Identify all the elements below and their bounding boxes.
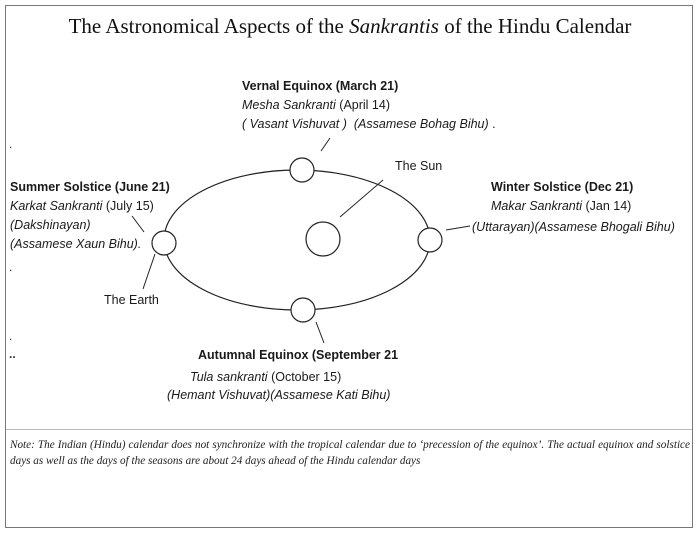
winter-label <box>491 178 633 216</box>
winter-sankranti-date: (Jan 14) <box>582 199 632 213</box>
divider <box>6 429 692 430</box>
vernal-sankranti-name: Mesha Sankranti <box>242 98 336 112</box>
footnote: Note: The Indian (Hindu) calendar does not synchronize with the tropical calendar due to ‘precession of the equinox’. The actual equinox and solstice days as well as the days of the seasons are about 24 days ahead of the Hindu calendar days <box>10 439 690 467</box>
vernal-trail: . <box>488 117 496 131</box>
autumnal-sankranti-line <box>190 368 341 387</box>
autumnal-heading: Autumnal Equinox (September 21 <box>198 348 399 362</box>
sun-pointer-line <box>340 180 383 217</box>
summer-sankranti-date: (July 15) <box>102 199 154 213</box>
summer-ayan: (Dakshinayan) <box>10 218 91 232</box>
vernal-assamese: (Assamese Bohag Bihu) <box>353 117 489 131</box>
autumnal-sankranti-name: Tula sankranti <box>190 370 268 384</box>
autumnal-sankranti-date: (October 15) <box>267 370 342 384</box>
earth-orbit-ellipse <box>164 170 430 310</box>
summer-assamese: (Assamese Xaun Bihu). <box>10 237 142 251</box>
stray-mark: . <box>9 137 13 151</box>
summer-heading: Summer Solstice (June 21) <box>10 180 170 194</box>
autumnal-heading-wrap <box>198 346 398 365</box>
autumnal-pointer-line <box>316 322 324 343</box>
earth-vernal-circle <box>290 158 314 182</box>
sun-label: The Sun <box>395 159 443 173</box>
figure-title: The Astronomical Aspects of the Sankrantis of the Hindu Calendar <box>68 14 632 38</box>
earth-autumnal-circle <box>291 298 315 322</box>
earth-label: The Earth <box>104 293 159 307</box>
summer-sankranti-name: Karkat Sankranti <box>10 199 103 213</box>
summer-label <box>10 178 170 254</box>
winter-ayan-assamese: (Uttarayan)(Assamese Bhogali Bihu) <box>472 220 675 234</box>
stray-mark: .. <box>9 347 16 361</box>
vernal-sankranti-date: (April 14) <box>335 98 390 112</box>
winter-heading: Winter Solstice (Dec 21) <box>491 180 634 194</box>
winter-sankranti-name: Makar Sankranti <box>491 199 583 213</box>
stray-mark: . <box>9 260 13 274</box>
vernal-pointer-line <box>321 138 330 151</box>
stray-mark: . <box>9 329 13 343</box>
autumnal-vishuvat-assamese: (Hemant Vishuvat)(Assamese Kati Bihu) <box>167 388 391 402</box>
earth-winter-circle <box>418 228 442 252</box>
earth-pointer-line <box>143 254 155 289</box>
vernal-heading: Vernal Equinox (March 21) <box>242 79 399 93</box>
winter-pointer-line <box>446 226 470 230</box>
vernal-label <box>242 77 496 134</box>
sun-circle <box>306 222 340 256</box>
vernal-vishuvat: ( Vasant Vishuvat ) <box>242 117 347 131</box>
